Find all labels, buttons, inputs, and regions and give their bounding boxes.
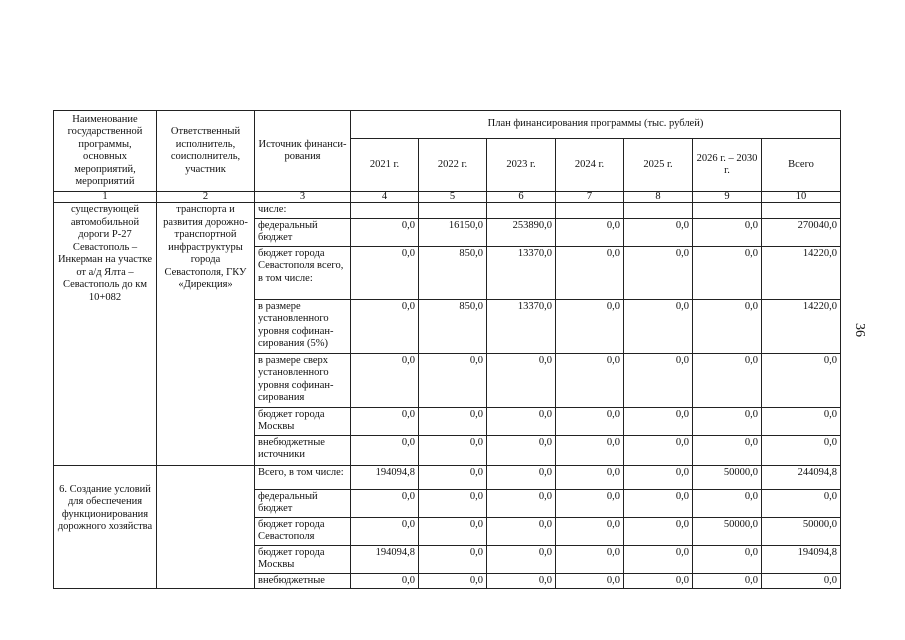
value-cell: 244094,8 — [762, 465, 841, 489]
header-total: Всего — [762, 139, 841, 192]
value-cell: 14220,0 — [762, 299, 841, 353]
value-cell: 0,0 — [693, 435, 762, 465]
value-cell: 0,0 — [624, 407, 693, 435]
responsible-cell — [157, 465, 255, 589]
value-cell: 0,0 — [693, 353, 762, 407]
value-cell: 0,0 — [487, 353, 556, 407]
header-year: 2023 г. — [487, 139, 556, 192]
value-cell: 0,0 — [693, 407, 762, 435]
value-cell: 0,0 — [762, 573, 841, 589]
value-cell: 0,0 — [556, 517, 624, 545]
header-responsible: Ответственный исполнитель, соисполнитель, участник — [157, 111, 255, 192]
column-number: 3 — [255, 192, 351, 203]
value-cell: 0,0 — [419, 435, 487, 465]
value-cell — [693, 203, 762, 219]
value-cell: 0,0 — [351, 218, 419, 246]
value-cell: 0,0 — [556, 435, 624, 465]
value-cell: 0,0 — [351, 435, 419, 465]
column-number: 7 — [556, 192, 624, 203]
value-cell: 0,0 — [693, 218, 762, 246]
value-cell: 0,0 — [693, 489, 762, 517]
source-cell: бюджет города Москвы — [255, 545, 351, 573]
value-cell: 0,0 — [487, 573, 556, 589]
value-cell: 0,0 — [487, 465, 556, 489]
value-cell: 0,0 — [693, 573, 762, 589]
source-cell: бюджет города Севастополя всего, в том числе: — [255, 246, 351, 299]
column-number: 5 — [419, 192, 487, 203]
value-cell: 0,0 — [762, 407, 841, 435]
source-cell: внебюджетные — [255, 573, 351, 589]
header-name: Наименование государственной программы, основных мероприятий, мероприятий — [54, 111, 157, 192]
value-cell: 0,0 — [487, 517, 556, 545]
value-cell — [419, 203, 487, 219]
value-cell: 13370,0 — [487, 299, 556, 353]
page-number: 36 — [852, 323, 867, 337]
column-number: 2 — [157, 192, 255, 203]
value-cell — [556, 203, 624, 219]
source-cell: бюджет города Москвы — [255, 407, 351, 435]
source-cell: федеральный бюджет — [255, 218, 351, 246]
column-number: 10 — [762, 192, 841, 203]
value-cell: 0,0 — [624, 353, 693, 407]
column-number: 1 — [54, 192, 157, 203]
value-cell: 0,0 — [556, 246, 624, 299]
value-cell: 0,0 — [351, 353, 419, 407]
value-cell: 0,0 — [624, 489, 693, 517]
source-cell: федеральный бюджет — [255, 489, 351, 517]
value-cell: 0,0 — [762, 489, 841, 517]
value-cell: 0,0 — [624, 545, 693, 573]
value-cell — [762, 203, 841, 219]
source-cell: числе: — [255, 203, 351, 219]
activity-name-cell: 6. Создание условий для обеспечения функционирования дорожного хозяйства — [54, 465, 157, 589]
value-cell: 0,0 — [556, 545, 624, 573]
table-row — [54, 465, 841, 489]
header-source: Источник финанси-рования — [255, 111, 351, 192]
header-year: 2025 г. — [624, 139, 693, 192]
source-cell: внебюджетные источники — [255, 435, 351, 465]
value-cell — [624, 203, 693, 219]
value-cell: 0,0 — [556, 573, 624, 589]
header-year: 2024 г. — [556, 139, 624, 192]
value-cell: 50000,0 — [693, 517, 762, 545]
value-cell: 0,0 — [419, 407, 487, 435]
value-cell: 194094,8 — [762, 545, 841, 573]
value-cell — [487, 203, 556, 219]
value-cell: 0,0 — [693, 545, 762, 573]
header-year: 2021 г. — [351, 139, 419, 192]
value-cell: 0,0 — [419, 465, 487, 489]
value-cell: 0,0 — [624, 218, 693, 246]
column-number: 6 — [487, 192, 556, 203]
value-cell: 0,0 — [556, 465, 624, 489]
source-cell: бюджет города Севастополя — [255, 517, 351, 545]
value-cell: 0,0 — [351, 573, 419, 589]
financing-table — [53, 110, 841, 589]
value-cell: 0,0 — [762, 435, 841, 465]
value-cell: 0,0 — [419, 517, 487, 545]
value-cell: 0,0 — [624, 246, 693, 299]
source-cell: Всего, в том числе: — [255, 465, 351, 489]
value-cell: 0,0 — [419, 489, 487, 517]
value-cell: 0,0 — [624, 573, 693, 589]
value-cell: 0,0 — [351, 407, 419, 435]
value-cell: 50000,0 — [693, 465, 762, 489]
activity-name-cell: существующей автомобильной дороги Р-27 Севастополь – Инкерман на участке от а/д Ялта – Севастополь до км 10+082 — [54, 203, 157, 466]
value-cell: 0,0 — [351, 517, 419, 545]
value-cell: 14220,0 — [762, 246, 841, 299]
column-numbers-row — [54, 192, 841, 203]
value-cell: 0,0 — [693, 246, 762, 299]
value-cell: 0,0 — [693, 299, 762, 353]
source-cell: в размере сверх установленного уровня софинан-сирования — [255, 353, 351, 407]
column-number: 8 — [624, 192, 693, 203]
value-cell: 850,0 — [419, 299, 487, 353]
value-cell: 0,0 — [624, 299, 693, 353]
column-number: 4 — [351, 192, 419, 203]
value-cell: 0,0 — [351, 489, 419, 517]
value-cell: 0,0 — [487, 407, 556, 435]
value-cell: 0,0 — [556, 489, 624, 517]
value-cell: 0,0 — [556, 407, 624, 435]
source-cell: в размере установленного уровня софинан-сирования (5%) — [255, 299, 351, 353]
value-cell: 0,0 — [487, 489, 556, 517]
value-cell: 0,0 — [351, 299, 419, 353]
value-cell: 0,0 — [419, 353, 487, 407]
value-cell: 0,0 — [624, 435, 693, 465]
value-cell: 194094,8 — [351, 465, 419, 489]
value-cell: 0,0 — [487, 545, 556, 573]
value-cell: 270040,0 — [762, 218, 841, 246]
value-cell: 13370,0 — [487, 246, 556, 299]
responsible-cell: транспорта и развития дорожно-транспортной инфраструктуры города Севастополя, ГКУ «Дирекция» — [157, 203, 255, 466]
value-cell: 850,0 — [419, 246, 487, 299]
header-plan: План финансирования программы (тыс. рублей) — [351, 111, 841, 139]
header-year: 2026 г. – 2030 г. — [693, 139, 762, 192]
value-cell: 194094,8 — [351, 545, 419, 573]
value-cell: 0,0 — [419, 573, 487, 589]
header-year: 2022 г. — [419, 139, 487, 192]
value-cell: 0,0 — [351, 246, 419, 299]
value-cell: 50000,0 — [762, 517, 841, 545]
value-cell: 0,0 — [556, 218, 624, 246]
value-cell: 253890,0 — [487, 218, 556, 246]
value-cell: 0,0 — [556, 353, 624, 407]
value-cell: 16150,0 — [419, 218, 487, 246]
value-cell: 0,0 — [624, 465, 693, 489]
value-cell: 0,0 — [624, 517, 693, 545]
value-cell: 0,0 — [762, 353, 841, 407]
value-cell: 0,0 — [487, 435, 556, 465]
value-cell: 0,0 — [419, 545, 487, 573]
table-row — [54, 203, 841, 219]
value-cell — [351, 203, 419, 219]
value-cell: 0,0 — [556, 299, 624, 353]
column-number: 9 — [693, 192, 762, 203]
